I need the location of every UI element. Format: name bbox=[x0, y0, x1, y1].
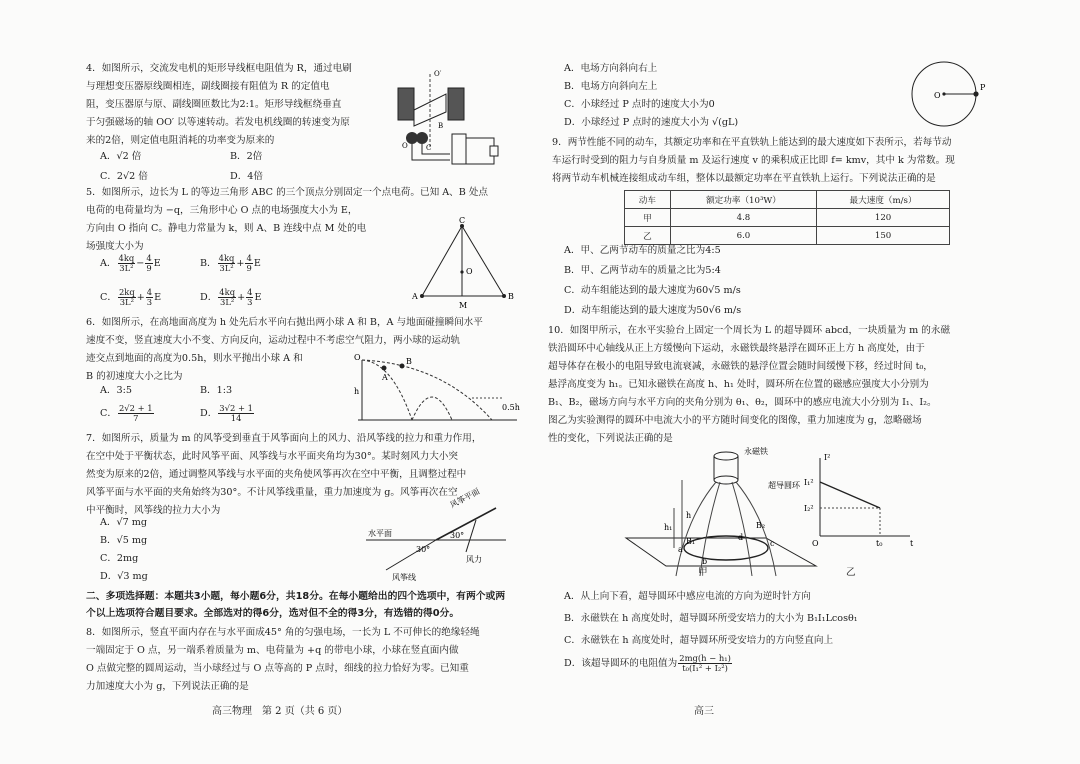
label-kite-plane: 风筝平面 bbox=[448, 486, 482, 510]
q7-line: 7．如图所示，质量为 m 的风筝受到垂直于风筝面向上的风力、沿风筝线的拉力和重力作用， bbox=[86, 433, 482, 444]
q10-line: B₁、B₂，磁场方向与水平方向的夹角分别为 θ₁、θ₂，圆环中的感应电流大小分别为 I₁、I₂。 bbox=[548, 397, 937, 408]
q10-line: 铁沿圆环中心轴线从正上方缓慢向下运动，永磁铁最终悬浮在圆环正上方 h 高度处，由于 bbox=[548, 343, 925, 354]
q10-line: 悬浮高度变为 h₁。已知永磁铁在高度 h、h₁ 处时，圆环所在位置的磁感应强度大小分别为 bbox=[548, 379, 929, 390]
trajectory-a1 bbox=[362, 360, 412, 420]
q6-line: 速度不变，竖直速度大小不变、方向反向，运动过程中不考虑空气阻力，两小球的运动轨 bbox=[86, 335, 461, 346]
ball-a bbox=[382, 366, 387, 371]
q6-option-b: B．1:3 bbox=[200, 385, 233, 396]
q6-option-d: D． $\frac{3√2 + 1}{14}$ bbox=[200, 403, 253, 423]
label-i2-sq: I₂² bbox=[804, 504, 814, 513]
q7-line: 中平衡时，风筝线的拉力大小为 bbox=[86, 505, 221, 516]
q9-option-c: C．动车组能达到的最大速度为60√5 m/s bbox=[564, 285, 741, 296]
resistor bbox=[490, 146, 498, 156]
q8-option-c: C．小球经过 P 点时的速度大小为0 bbox=[564, 99, 715, 110]
table-header: 动车 bbox=[625, 191, 671, 209]
q5-option-b: B． $\frac{4kq}{\text{3L²}}$ + $\frac{4}{9}$ E bbox=[200, 253, 261, 273]
table-cell: 150 bbox=[817, 227, 950, 245]
label-i-squared: I² bbox=[824, 453, 831, 462]
label-c: C bbox=[426, 144, 432, 152]
charge-b bbox=[502, 294, 506, 298]
magnet-top bbox=[714, 452, 738, 460]
table-cell: 120 bbox=[817, 209, 950, 227]
q5-line: 场强度大小为 bbox=[86, 241, 144, 252]
label-h: h bbox=[354, 387, 360, 396]
q4-option-a: A．√2 倍 bbox=[100, 151, 142, 162]
table-row bbox=[625, 209, 950, 227]
triangle-abc bbox=[422, 226, 504, 296]
right-page bbox=[540, 0, 1080, 764]
table-cell: 6.0 bbox=[670, 227, 816, 245]
ball-p bbox=[973, 91, 978, 96]
q10-line: 性的变化，下列说法正确的是 bbox=[548, 433, 673, 444]
q7-option-a: A．√7 mg bbox=[100, 517, 148, 528]
q8-option-a: A．电场方向斜向右上 bbox=[564, 63, 658, 74]
q5-line: 5．如图所示，边长为 L 的等边三角形 ABC 的三个顶点分别固定一个点电荷。已知 A、B 处点 bbox=[86, 187, 489, 198]
label-half-h: 0.5h bbox=[502, 403, 520, 412]
q10-option-b: B．永磁铁在 h 高度处时，超导圆环所受安培力的大小为 B₁I₁Lcosθ₁ bbox=[564, 613, 858, 624]
q7-option-b: B．√5 mg bbox=[100, 535, 148, 546]
q10-option-c: C．永磁铁在 h 高度处时，超导圆环所受安培力的方向竖直向上 bbox=[564, 635, 834, 646]
label-b: B bbox=[508, 292, 514, 301]
label-h: h bbox=[686, 511, 692, 520]
label-o: O bbox=[934, 91, 941, 100]
label-b2: B₂ bbox=[756, 521, 766, 530]
q9-option-a: A．甲、乙两节动车的质量之比为4:5 bbox=[564, 245, 721, 256]
q4-line: 4．如图所示，交流发电机的矩形导线框电阻值为 R，通过电刷 bbox=[86, 63, 352, 74]
q5-line: 电荷的电荷量均为 −q，三角形中心 O 点的电场强度大小为 E， bbox=[86, 205, 358, 216]
charge-a bbox=[420, 294, 424, 298]
q9-line: 将两节动车机械连接组成动车组，整体以最额定功率在平直铁轨上运行。下列说法正确的是 bbox=[552, 173, 936, 184]
label-t0: t₀ bbox=[876, 539, 883, 548]
label-o: O bbox=[354, 353, 361, 362]
q10-current-graph bbox=[804, 452, 920, 548]
table-row bbox=[625, 227, 950, 245]
q5-option-d: D． $\frac{4kq}{\text{3L²}}$ + $\frac{4}{3}$ E bbox=[200, 287, 262, 307]
label-horizontal: 水平面 bbox=[368, 529, 392, 538]
transformer bbox=[452, 134, 466, 164]
label-b: b bbox=[702, 557, 708, 566]
q6-option-a: A．3:5 bbox=[100, 385, 132, 396]
label-m: M bbox=[459, 301, 468, 310]
q5-option-c: C． $\frac{2kq}{\text{3L²}}$ + $\frac{4}{3}$ E bbox=[100, 287, 162, 307]
q10-stem bbox=[548, 322, 950, 448]
q6-line: 6．如图所示，在高地面高度为 h 处先后水平向右抛出两小球 A 和 B，A 与地面碰撞瞬间水平 bbox=[86, 317, 483, 328]
q8-option-d: D．小球经过 P 点时的速度大小为 √(gL) bbox=[564, 117, 739, 128]
q7-kite-figure bbox=[356, 486, 516, 582]
page-footer-left: 高三物理 第 2 页（共 6 页） bbox=[212, 706, 348, 717]
section-heading-multiple-choice: 二、多项选择题：本题共3小题，每小题6分，共18分。在每小题给出的四个选项中，有两个或两 个以上选项符合题目要求。全部选对的得6分，选对但不全的得3分，有选错的得0分。 bbox=[86, 591, 506, 619]
label-a: A bbox=[412, 292, 418, 301]
q4-option-d: D．4倍 bbox=[230, 171, 263, 182]
label-a: a bbox=[678, 545, 683, 554]
label-string: 风筝线 bbox=[392, 573, 416, 582]
q8-circle-figure bbox=[900, 60, 1000, 132]
label-b1: B₁ bbox=[686, 537, 696, 546]
q4-line: 于匀强磁场的轴 OO′ 以等速转动。若发电机线圈的转速变为原 bbox=[86, 117, 350, 128]
q6-option-c: C． $\frac{2√2 + 1}{7}$ bbox=[100, 403, 153, 423]
q4-line: 来的2倍，则定值电阻消耗的功率变为原来的 bbox=[86, 135, 275, 146]
label-h1: h₁ bbox=[664, 523, 673, 532]
q7-line: 风筝平面与水平面的夹角始终为30°。不计风筝线重量，重力加速度为 g。风筝再次在空 bbox=[86, 487, 458, 498]
label-i1-sq: I₁² bbox=[804, 478, 814, 487]
label-p: P bbox=[980, 83, 986, 92]
figure-caption-yi: 乙 bbox=[846, 567, 856, 578]
lab-table-plane bbox=[626, 538, 816, 566]
q4-generator-figure bbox=[390, 68, 515, 168]
q8-line: 力加速度大小为 g，下列说法正确的是 bbox=[86, 681, 249, 692]
label-c: C bbox=[459, 216, 466, 225]
q4-option-c: C．2√2 倍 bbox=[100, 171, 148, 182]
q8-line: 8．如图所示，竖直平面内存在与水平面成45° 角的匀强电场，一长为 L 不可伸长的绝缘轻绳 bbox=[86, 627, 480, 638]
q5-option-a: A． $\frac{4kq}{\text{3L²}}$ − $\frac{4}{9}$ E bbox=[100, 253, 161, 273]
q8-line: O 点做完整的圆周运动，当小球经过与 O 点等高的 P 点时，细线的拉力恰好为零。已知重 bbox=[86, 663, 469, 674]
q10-option-a: A．从上向下看，超导圆环中感应电流的方向为逆时针方向 bbox=[564, 591, 811, 602]
q9-line: 车运行时受到的阻力与自身质量 m 及运行速度 v 的乘积成正比即 f= kmv，其中 k 为常数。现 bbox=[552, 155, 955, 166]
q9-line: 9．两节性能不同的动车，其额定功率和在平直铁轨上能达到的最大速度如下表所示，若每节动 bbox=[552, 137, 952, 148]
q4-option-b: B．2倍 bbox=[230, 151, 263, 162]
ball-b bbox=[400, 364, 405, 369]
q10-magnet-ring-figure bbox=[616, 448, 836, 580]
q10-line: 10．如图甲所示，在水平实验台上固定一个周长为 L 的超导圆环 abcd，一块质量为 m 的永磁 bbox=[548, 325, 951, 336]
q7-line: 然变为原来的2倍，通过调整风筝线与水平面的夹角使风筝再次在空中平衡，且调整过程中 bbox=[86, 469, 467, 480]
q4-line: 阻，变压器原与原、副线圈匝数比为2:1。矩形导线框绕垂直 bbox=[86, 99, 342, 110]
q7-option-d: D．√3 mg bbox=[100, 571, 148, 582]
q4-stem bbox=[86, 60, 352, 150]
trajectory-a2 bbox=[412, 397, 452, 420]
q6-projectile-figure bbox=[352, 354, 522, 426]
label-d: d bbox=[738, 533, 744, 542]
q9-stem bbox=[552, 134, 955, 188]
kite-plane bbox=[436, 508, 496, 540]
label-angle-1: 30° bbox=[416, 545, 431, 554]
q9-option-d: D．动车组能达到的最大速度为50√6 m/s bbox=[564, 305, 742, 316]
trajectory-b bbox=[362, 360, 492, 420]
q10-option-d: D．该超导圆环的电阻值为 $\frac{\text{2mg(h − h₁)}}{\text{t₀(I₁² + I₂²)}}$ bbox=[564, 653, 731, 673]
q6-line: B 的初速度大小之比为 bbox=[86, 371, 183, 382]
label-t: t bbox=[910, 539, 914, 548]
magnet-pole-s bbox=[448, 88, 464, 120]
magnet-bottom bbox=[714, 476, 738, 484]
label-wind: 风力 bbox=[466, 555, 482, 564]
table-cell: 4.8 bbox=[670, 209, 816, 227]
label-o: O bbox=[402, 142, 408, 150]
table-cell: 甲 bbox=[625, 209, 671, 227]
superconducting-ring bbox=[684, 536, 768, 560]
center-o bbox=[942, 92, 945, 95]
q6-line: 迹交点到地面的高度为0.5h，则水平抛出小球 A 和 bbox=[86, 353, 303, 364]
table-cell: 乙 bbox=[625, 227, 671, 245]
label-b: B bbox=[438, 122, 444, 130]
table-header-row bbox=[625, 191, 950, 209]
q9-data-table bbox=[624, 190, 950, 245]
label-o: O bbox=[466, 267, 473, 276]
slip-ring bbox=[416, 132, 428, 144]
q5-triangle-figure bbox=[412, 216, 522, 308]
q5-line: 方向由 O 指向 C。静电力常量为 k，则 A、B 连线中点 M 处的电 bbox=[86, 223, 367, 234]
q8-option-b: B．电场方向斜向左上 bbox=[564, 81, 658, 92]
q9-option-b: B．甲、乙两节动车的质量之比为5:4 bbox=[564, 265, 721, 276]
q10-line: 超导体存在极小的电阻导致电流衰减，永磁铁的悬浮位置会随时间缓慢下移，经过时间 t₀， bbox=[548, 361, 933, 372]
label-b: B bbox=[406, 357, 412, 366]
figure-caption-jia: 甲 bbox=[698, 567, 708, 578]
q10-line: 图乙为实验测得的圆环中电流大小的平方随时间变化的图像，重力加速度为 g，忽略磁场 bbox=[548, 415, 922, 426]
label-c: c bbox=[770, 539, 775, 548]
q8-line: 一端固定于 O 点，另一端系着质量为 m、电荷量为 +q 的带电小球，小球在竖直面内做 bbox=[86, 645, 459, 656]
label-origin: O bbox=[812, 539, 819, 548]
label-a: A bbox=[382, 373, 388, 382]
q4-line: 与理想变压器原线圈相连，副线圈接有阻值为 R 的定值电 bbox=[86, 81, 330, 92]
table-header: 额定功率（10³W） bbox=[670, 191, 816, 209]
table-header: 最大速度（m/s） bbox=[817, 191, 950, 209]
q8-stem bbox=[86, 624, 480, 696]
decay-line bbox=[820, 482, 880, 508]
center-o bbox=[460, 270, 463, 273]
label-magnet: 永磁铁 bbox=[744, 447, 768, 456]
page-footer-right: 高三 bbox=[694, 706, 714, 717]
label-angle-2: 30° bbox=[450, 531, 465, 540]
q7-line: 在空中处于平衡状态，此时风筝平面、风筝线与水平面夹角均为30°。某时刻风力大小突 bbox=[86, 451, 458, 462]
q7-option-c: C．2mg bbox=[100, 553, 139, 564]
label-o-prime: O′ bbox=[434, 70, 442, 78]
magnet-pole-n bbox=[398, 88, 414, 120]
label-ring: 超导圆环 bbox=[768, 481, 800, 490]
wind-force-arrow bbox=[466, 520, 476, 552]
